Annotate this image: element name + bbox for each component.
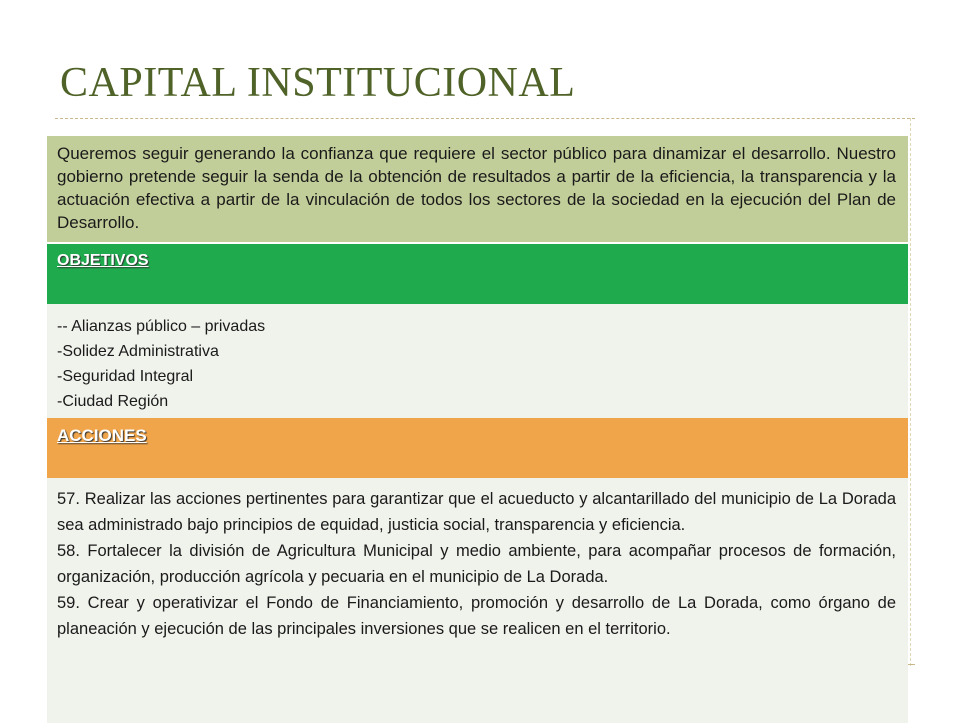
- accion-item: 58. Fortalecer la división de Agricultura Municipal y medio ambiente, para acompañar procesos de formación, organización, producción agrícola y pecuaria en el municipio de La Dorada.: [57, 542, 896, 586]
- acciones-label: ACCIONES: [57, 426, 147, 445]
- objetivo-item: -Solidez Administrativa: [57, 343, 219, 360]
- accion-item: 57. Realizar las acciones pertinentes para garantizar que el acueducto y alcantarillado del municipio de La Dorada sea administrado bajo principios de equidad, justicia social, transparencia y eficiencia.: [57, 490, 896, 534]
- intro-paragraph: Queremos seguir generando la confianza que requiere el sector público para dinamizar el desarrollo. Nuestro gobierno pretende seguir la senda de la obtención de resultados a partir de la eficiencia, la transparencia y la actuación efectiva a partir de la vinculación de todos los sectores de la sociedad en la ejecución del Plan de Desarrollo.: [47, 136, 908, 244]
- objetivos-header: [47, 244, 908, 304]
- objetivos-label: OBJETIVOS: [57, 252, 149, 269]
- title-divider: [55, 118, 915, 119]
- objetivo-item: -Seguridad Integral: [57, 368, 194, 385]
- acciones-header: [47, 418, 908, 478]
- accion-item: 59. Crear y operativizar el Fondo de Financiamiento, promoción y desarrollo de La Dorada, como órgano de planeación y ejecución de las principales inversiones que se realicen en el territorio.: [57, 594, 896, 638]
- acciones-list: [47, 478, 908, 723]
- objetivos-list: [47, 304, 908, 418]
- slide-title: CAPITAL INSTITUCIONAL: [60, 60, 576, 106]
- side-divider: [910, 118, 911, 666]
- objetivo-item: -Ciudad Región: [57, 393, 169, 410]
- content-table: [47, 136, 908, 723]
- objetivo-item: -- Alianzas público – privadas: [57, 318, 266, 335]
